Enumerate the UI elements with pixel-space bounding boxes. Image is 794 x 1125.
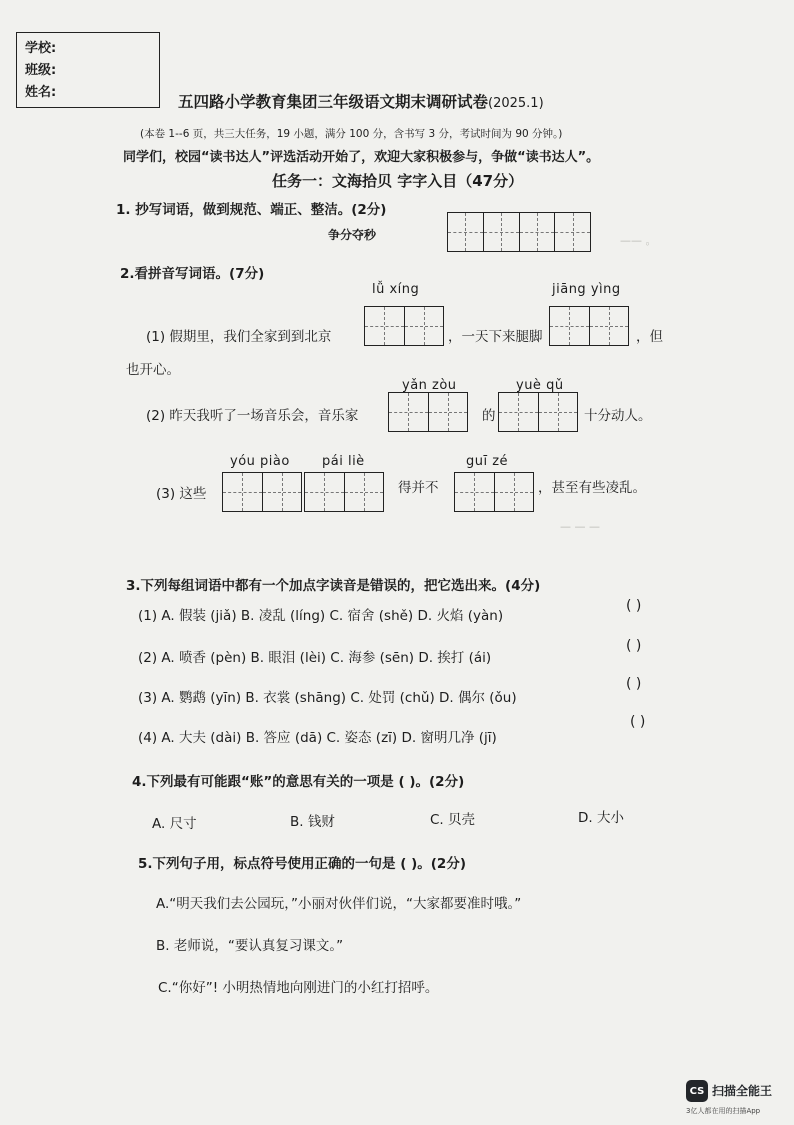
q2-s1-part-a: (1) 假期里，我们全家到到北京 [146,329,332,345]
pinyin-pailie: pái liè [322,454,365,469]
q1-prompt: 1. 抄写词语，做到规范、端正、整洁。(2分) [116,202,387,218]
answer-grid-jiangying[interactable] [549,306,629,346]
q2-prompt: 2.看拼音写词语。(7分) [120,266,265,282]
pinyin-yanzou: yǎn zòu [402,378,457,393]
q3-answer-3[interactable]: ( ) [626,676,642,692]
pinyin-jiangying: jiāng yìng [552,282,621,297]
camscanner-logo-icon: CS [686,1080,708,1102]
answer-grid-youpiao[interactable] [222,472,302,512]
answer-grid-yanzou[interactable] [388,392,468,432]
q2-s1-part-d: 也开心。 [126,362,180,378]
q3-row-4: (4) A. 大夫 (dài) B. 答应 (dā) C. 姿态 (zī) D. 窗明几净 (jī) [138,730,497,746]
exam-title: 五四路小学教育集团三年级语文期末调研试卷(2025.1) [178,93,544,111]
bleed-through-mark: — — — [560,520,600,533]
q4-option-b[interactable]: B. 钱财 [290,814,335,830]
q5-option-b[interactable]: B. 老师说，“要认真复习课文。” [156,938,344,954]
exam-note: (本卷 1--6 页，共三大任务，19 小题，满分 100 分，含书写 3 分，考试时间为 90 分钟。) [140,128,563,140]
pinyin-youpiao: yóu piào [230,454,290,469]
q2-s1-part-c: ，但 [636,329,663,345]
q2-s3-part-a: (3) 这些 [156,486,207,502]
q2-s2-part-c: 十分动人。 [584,408,652,424]
q3-row-3: (3) A. 鹦鹉 (yīn) B. 衣裳 (shāng) C. 处罚 (chǔ) D. 偶尔 (ǒu) [138,690,517,706]
q1-writing-grid[interactable] [447,212,591,252]
bleed-through-mark: —— 。 [620,234,657,247]
student-info-box [16,32,160,108]
q4-option-c[interactable]: C. 贝壳 [430,812,476,828]
q3-prompt: 3.下列每组词语中都有一个加点字读音是错误的，把它选出来。(4分) [126,578,541,594]
camscanner-name: 扫描全能王 [712,1084,773,1098]
q1-word: 争分夺秒 [328,228,377,242]
q5-prompt: 5.下列句子用，标点符号使用正确的一句是 ( )。(2分) [138,856,466,872]
school-label: 学校: [25,41,57,56]
q5-option-c[interactable]: C.“你好”! 小明热情地向刚进门的小红打招呼。 [158,980,439,996]
exam-intro: 同学们，校园“读书达人”评选活动开始了，欢迎大家积极参与，争做“读书达人”。 [123,150,600,165]
pinyin-guize: guī zé [466,454,509,469]
q3-answer-2[interactable]: ( ) [626,638,642,654]
answer-grid-luxing[interactable] [364,306,444,346]
pinyin-luxing: lǚ xíng [372,282,420,297]
q2-s2-part-b: 的 [482,408,496,424]
q2-s3-part-c: ，甚至有些凌乱。 [538,480,646,496]
q2-s2-part-a: (2) 昨天我听了一场音乐会，音乐家 [146,408,359,424]
q4-prompt: 4.下列最有可能跟“账”的意思有关的一项是 ( )。(2分) [132,774,465,790]
class-label: 班级: [25,63,57,78]
q2-s1-part-b: ，一天下来腿脚 [448,329,543,345]
answer-grid-pailie[interactable] [304,472,384,512]
q3-answer-1[interactable]: ( ) [626,598,642,614]
q3-answer-4[interactable]: ( ) [630,714,646,730]
task1-title: 任务一：文海拾贝 字字入目（47分） [272,172,524,190]
q3-row-1: (1) A. 假装 (jiǎ) B. 凌乱 (líng) C. 宿舍 (shě) D. 火焰 (yàn) [138,608,504,624]
answer-grid-yuequ[interactable] [498,392,578,432]
answer-grid-guize[interactable] [454,472,534,512]
q5-option-a[interactable]: A.“明天我们去公园玩，”小丽对伙伴们说，“大家都要准时哦。” [156,896,522,912]
camscanner-tagline: 3亿人都在用的扫描App [686,1107,761,1115]
q4-option-d[interactable]: D. 大小 [578,810,624,826]
q4-option-a[interactable]: A. 尺寸 [152,816,197,832]
pinyin-yuequ: yuè qǔ [516,378,564,393]
q2-s3-part-b: 得并不 [398,480,439,496]
q3-row-2: (2) A. 喷香 (pèn) B. 眼泪 (lèi) C. 海参 (sēn) D. 挨打 (ái) [138,650,492,666]
name-label: 姓名: [25,85,57,100]
